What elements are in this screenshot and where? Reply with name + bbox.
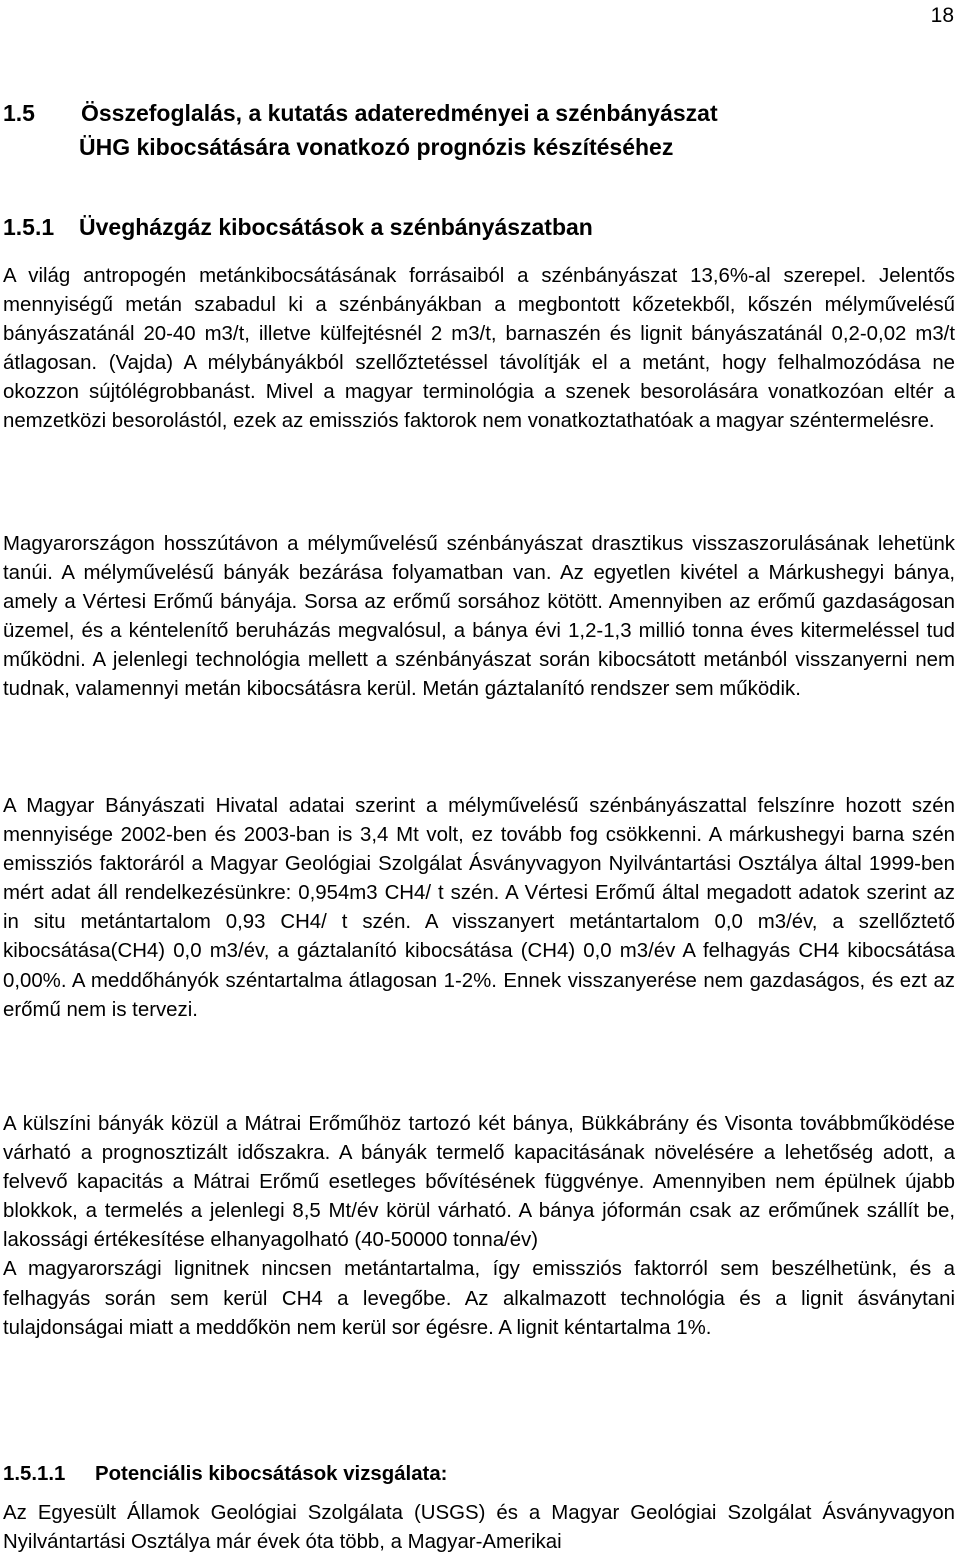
subsection-heading (3, 212, 593, 242)
section-heading (3, 96, 943, 164)
section-title-line1: Összefoglalás, a kutatás adateredményei a szénbányászat (81, 100, 718, 126)
subsection-number: 1.5.1 (3, 214, 55, 240)
paragraph-mining-office-data: A Magyar Bányászati Hivatal adatai szerint a mélyművelésű szénbányászattal felszínre hozott szén mennyisége 2002-ben és 2003-ban is 3,4 Mt volt, ez tovább fog csökkenni. A márkushegyi barna szén emissziós faktoráról a Magyar Geológiai Szolgálat Ásványvagyon Nyilvántartási Osztálya által 1999-ben mért adat áll rendelkezésünkre: 0,954m3 CH4/ t szén. A Vértesi Erőmű által megadott adatok szerint az in situ metántartalom 0,93 CH4/ t szén. A visszanyert metántartalom 0,0 m3/év, a szellőztető kibocsátása(CH4) 0,0 m3/év, a gáztalanító kibocsátása (CH4) 0,0 m3/év A felhagyás CH4 kibocsátása 0,00%. A meddőhányók széntartalma átlagosan 1-2%. Ennek visszanyerése nem gazdaságos, és ezt az erőmű nem is tervezi. (3, 795, 955, 1021)
paragraph-deep-mining: Magyarországon hosszútávon a mélyművelésű szénbányászat drasztikus visszaszorulásának lehetünk tanúi. A mélyművelésű bányák bezárása folyamatban van. Az egyetlen kivétel a Márkushegyi bánya, amely a Vértesi Erőmű bányája. Sorsa az erőmű sorsához kötött. Amennyiben az erőmű gazdaságosan üzemel, és a kéntelenítő beruházás megvalósul, a bánya évi 1,2-1,3 millió tonna éves kitermeléssel tud működni. A jelenlegi technológia mellett a szénbányászat során kibocsátott metánból visszanyerni nem tudnak, valamennyi metán kibocsátásra kerül. Metán gáztalanító rendszer sem működik. (3, 533, 955, 701)
page-number: 18 (930, 4, 954, 27)
subsubsection-title: Potenciális kibocsátások vizsgálata: (95, 1463, 448, 1485)
paragraph-surface-mines: A külszíni bányák közül a Mátrai Erőműhöz tartozó két bánya, Bükkábrány és Visonta továbbműködése várható a prognosztizált időszakra. A bányák termelő kapacitásának növelésére a lehetőség adott, a felvevő kapacitás a Mátrai Erőmű esetleges bővítésének függvénye. Amennyiben nem épülnek újabb blokkok, a termelés a jelenlegi 8,5 Mt/év körül várható. A bánya jóformán csak az erőműnek szállít be, lakossági értékesítése elhanyagolható (40-50000 tonna/év) A magyarországi lignitnek nincsen metántartalma, így emissziós faktorról sem beszélhetünk, és a felhagyás során sem kerül CH4 a levegőbe. Az alkalmazott technológia és a lignit ásványtani tulajdonságai miatt a meddőkön nem kerül sor égésre. A lignit kéntartalma 1%. (3, 1113, 955, 1339)
section-title-line2: ÜHG kibocsátására vonatkozó prognózis készítéséhez (79, 134, 674, 160)
paragraph-methane-sources: A világ antropogén metánkibocsátásának forrásaiból a szénbányászat 13,6%-al szerepel. Jelentős mennyiségű metán szabadul ki a szénbányákban a megbontott kőzetekből, kőszén mélyművelésű bányászatánál 20-40 m3/t, illetve külfejtésnél 2 m3/t, barnaszén és lignit bányászatánál 0,2-0,02 m3/t átlagosan. (Vajda) A mélybányákból szellőztetéssel távolítják el a metánt, hogy felhalmozódása ne okozzon sújtólégrobbanást. Mivel a magyar terminológia a szenek besorolására vonatkozóan eltér a nemzetközi besorolástól, ezek az emissziós faktorok nem vonatkoztathatóak a magyar széntermelésre. (3, 265, 955, 433)
subsubsection-heading (3, 1460, 447, 1488)
subsubsection-number: 1.5.1.1 (3, 1463, 66, 1485)
paragraph-potential-emissions: Az Egyesült Államok Geológiai Szolgálata (USGS) és a Magyar Geológiai Szolgálat Ásványvagyon Nyilvántartási Osztálya már évek óta több, a Magyar-Amerikai (3, 1502, 955, 1554)
section-number: 1.5 (3, 100, 35, 126)
subsection-title: Üvegházgáz kibocsátások a szénbányászatban (79, 214, 593, 240)
